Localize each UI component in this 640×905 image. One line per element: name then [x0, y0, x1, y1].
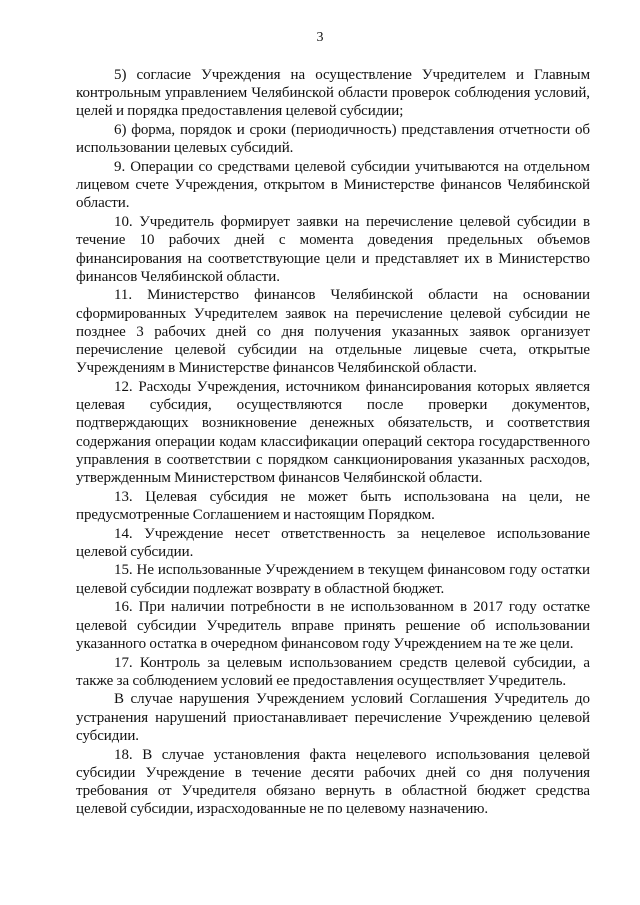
- paragraph: 11. Министерство финансов Челябинской области на основании сформированных Учредителем заявок на перечисление целевой субсидии не позднее 3 рабочих дней со дня получения указанных заявок организует перечисление целевой субсидии на отдельные лицевые счета, открытые Учреждениям в Министерстве финансов Челябинской области.: [76, 287, 590, 377]
- paragraph: 12. Расходы Учреждения, источником финансирования которых является целевая субсидия, осуществляются после проверки документов, подтверждающих возникновение денежных обязательств, и соответствия содержания операции кодам классификации операций сектора государственного управления в соответствии с порядком санкционирования указанных расходов, утвержденным Министерством финансов Челябинской области.: [76, 378, 590, 486]
- paragraph: 9. Операции со средствами целевой субсидии учитываются на отдельном лицевом счете Учреждения, открытом в Министерстве финансов Челябинской области.: [76, 159, 590, 212]
- paragraph: 17. Контроль за целевым использованием средств целевой субсидии, а также за соблюдением условий ее предоставления осуществляет Учредитель.: [76, 654, 590, 689]
- paragraph: 5) согласие Учреждения на осуществление Учредителем и Главным контрольным управлением Челябинской области проверок соблюдения условий, целей и порядка предоставления целевой субсидии;: [76, 67, 590, 120]
- paragraph: 13. Целевая субсидия не может быть использована на цели, не предусмотренные Соглашением и настоящим Порядком.: [76, 488, 590, 523]
- paragraph: 15. Не использованные Учреждением в текущем финансовом году остатки целевой субсидии подлежат возврату в областной бюджет.: [76, 562, 590, 597]
- paragraph: 10. Учредитель формирует заявки на перечисление целевой субсидии в течение 10 рабочих дней с момента доведения предельных объемов финансирования на соответствующие цели и представляет их в Министерство финансов Челябинской области.: [76, 214, 590, 285]
- paragraph: 14. Учреждение несет ответственность за нецелевое использование целевой субсидии.: [76, 525, 590, 560]
- document-body: [76, 66, 590, 819]
- paragraph: 16. При наличии потребности в не использованном в 2017 году остатке целевой субсидии Учредитель вправе принять решение об использовании указанного остатка в очередном финансовом году Учреждением на те же цели.: [76, 599, 590, 652]
- page-number: 3: [316, 30, 324, 45]
- paragraph: 6) форма, порядок и сроки (периодичность) представления отчетности об использовании целевых субсидий.: [76, 122, 590, 157]
- paragraph: В случае нарушения Учреждением условий Соглашения Учредитель до устранения нарушений приостанавливает перечисление Учреждению целевой субсидии.: [76, 691, 590, 744]
- paragraph: 18. В случае установления факта нецелевого использования целевой субсидии Учреждение в течение десяти рабочих дней со дня получения требования от Учредителя обязано вернуть в областной бюджет средства целевой субсидии, израсходованные не по целевому назначению.: [76, 746, 590, 818]
